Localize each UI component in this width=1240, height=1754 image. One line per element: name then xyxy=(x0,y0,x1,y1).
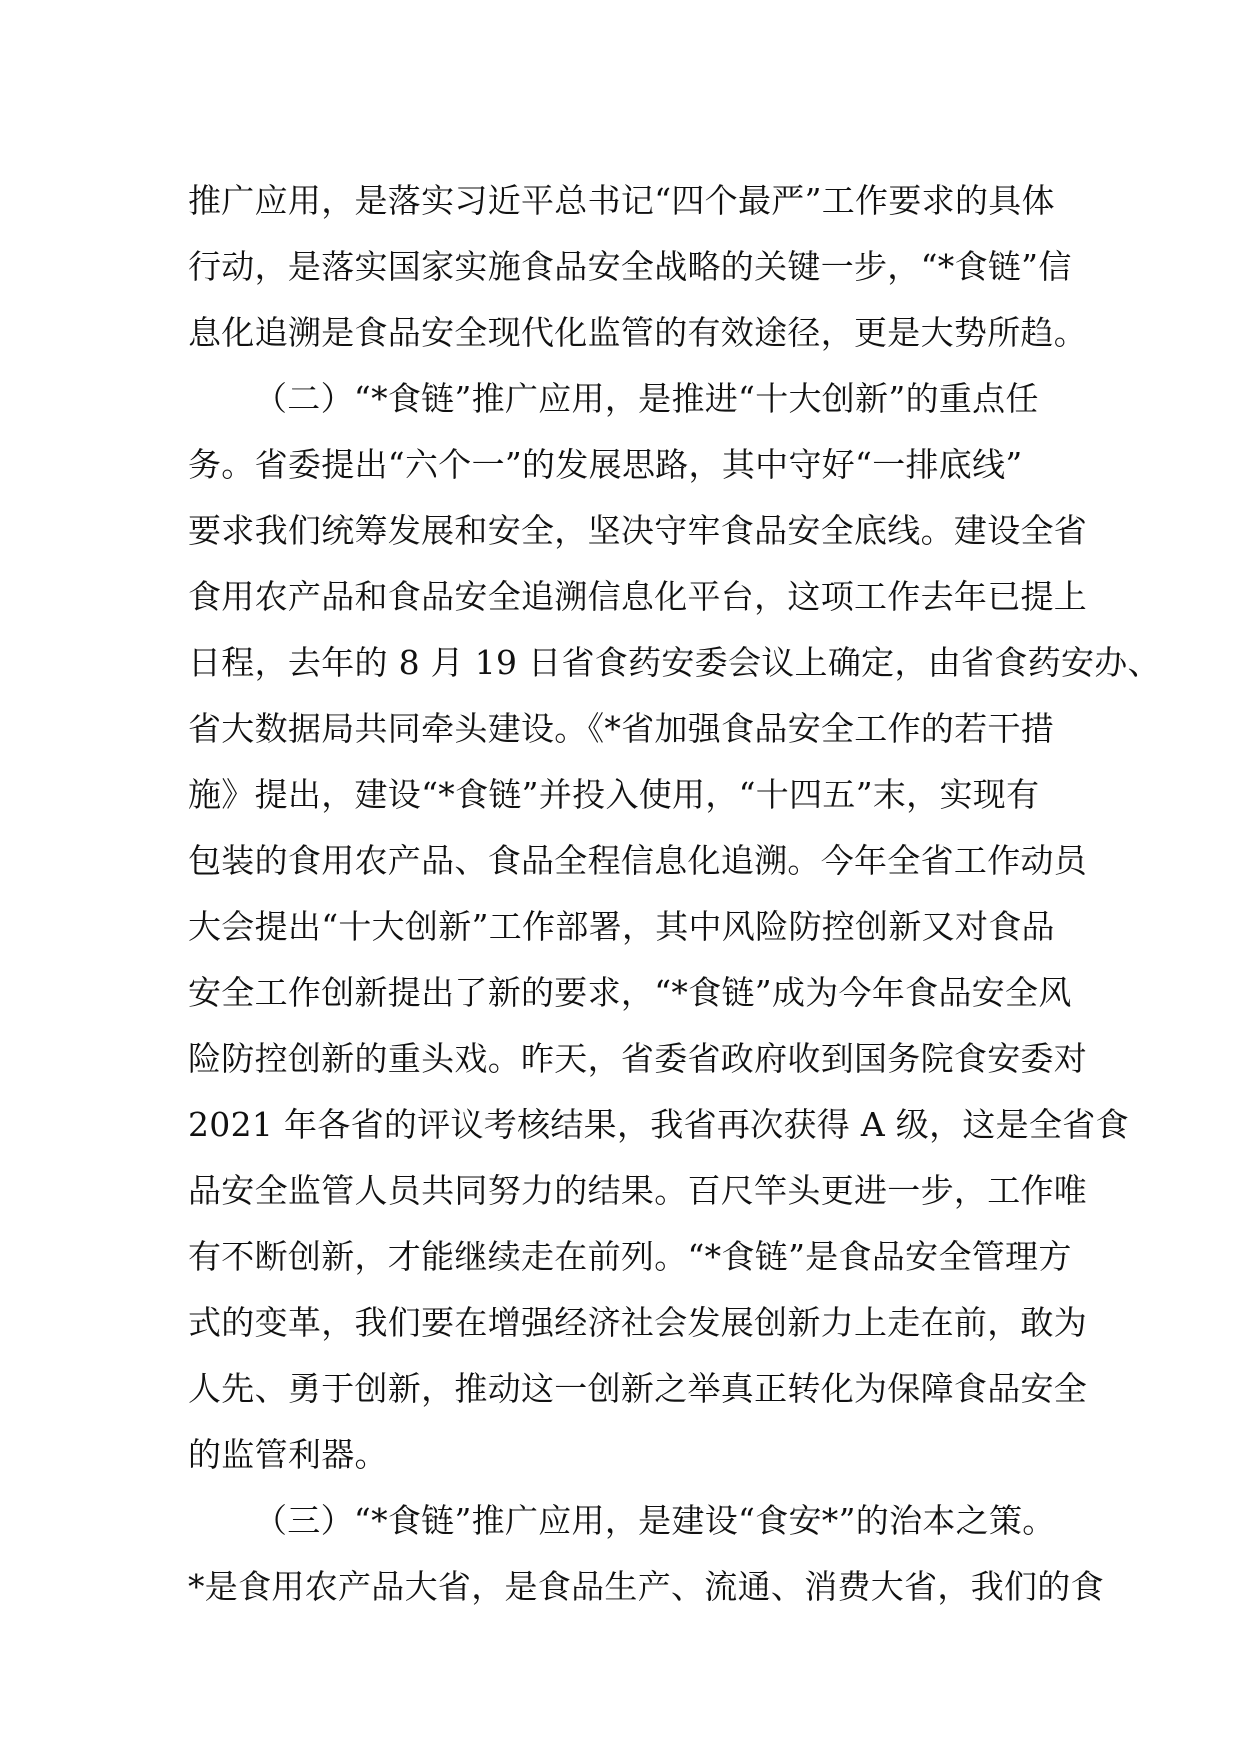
text-line: 安全工作创新提出了新的要求，“*食链”成为今年食品安全风 xyxy=(188,973,1072,1012)
text-line: 要求我们统筹发展和安全，坚决守牢食品安全底线。建设全省 xyxy=(188,511,1088,550)
text-line: 施》提出，建设“*食链”并投入使用，“十四五”末，实现有 xyxy=(188,775,1040,814)
text-line: 推广应用，是落实习近平总书记“四个最严”工作要求的具体 xyxy=(188,181,1055,220)
text-line: 人先、勇于创新，推动这一创新之举真正转化为保障食品安全 xyxy=(188,1369,1088,1408)
text-line: 的监管利器。 xyxy=(188,1435,388,1474)
text-line: 省大数据局共同牵头建设。《*省加强食品安全工作的若干措 xyxy=(188,709,1055,748)
text-line: 品安全监管人员共同努力的结果。百尺竿头更进一步，工作唯 xyxy=(188,1171,1088,1210)
text-line: 有不断创新，才能继续走在前列。“*食链”是食品安全管理方 xyxy=(188,1237,1072,1276)
text-line: *是食用农产品大省，是食品生产、流通、消费大省，我们的食 xyxy=(188,1567,1104,1606)
text-line: 包装的食用农产品、食品全程信息化追溯。今年全省工作动员 xyxy=(188,841,1088,880)
text-line: 险防控创新的重头戏。昨天，省委省政府收到国务院食安委对 xyxy=(188,1039,1088,1078)
text-line: 日程，去年的 8 月 19 日省食药安委会议上确定，由省食药安办、 xyxy=(188,643,1161,682)
text-line: 大会提出“十大创新”工作部署，其中风险防控创新又对食品 xyxy=(188,907,1055,946)
section-heading-line: （三）“*食链”推广应用，是建设“食安*”的治本之策。 xyxy=(254,1501,1056,1540)
text-line: 2021 年各省的评议考核结果，我省再次获得 A 级，这是全省食 xyxy=(188,1105,1129,1144)
text-line: 息化追溯是食品安全现代化监管的有效途径，更是大势所趋。 xyxy=(188,313,1088,352)
document-body xyxy=(188,168,1161,1620)
text-line: 务。省委提出“六个一”的发展思路，其中守好“一排底线” xyxy=(188,445,1023,484)
section-heading-line: （二）“*食链”推广应用，是推进“十大创新”的重点任 xyxy=(254,379,1039,418)
text-line: 式的变革，我们要在增强经济社会发展创新力上走在前，敢为 xyxy=(188,1303,1088,1342)
text-line: 行动，是落实国家实施食品安全战略的关键一步，“*食链”信 xyxy=(188,247,1072,286)
text-line: 食用农产品和食品安全追溯信息化平台，这项工作去年已提上 xyxy=(188,577,1088,616)
